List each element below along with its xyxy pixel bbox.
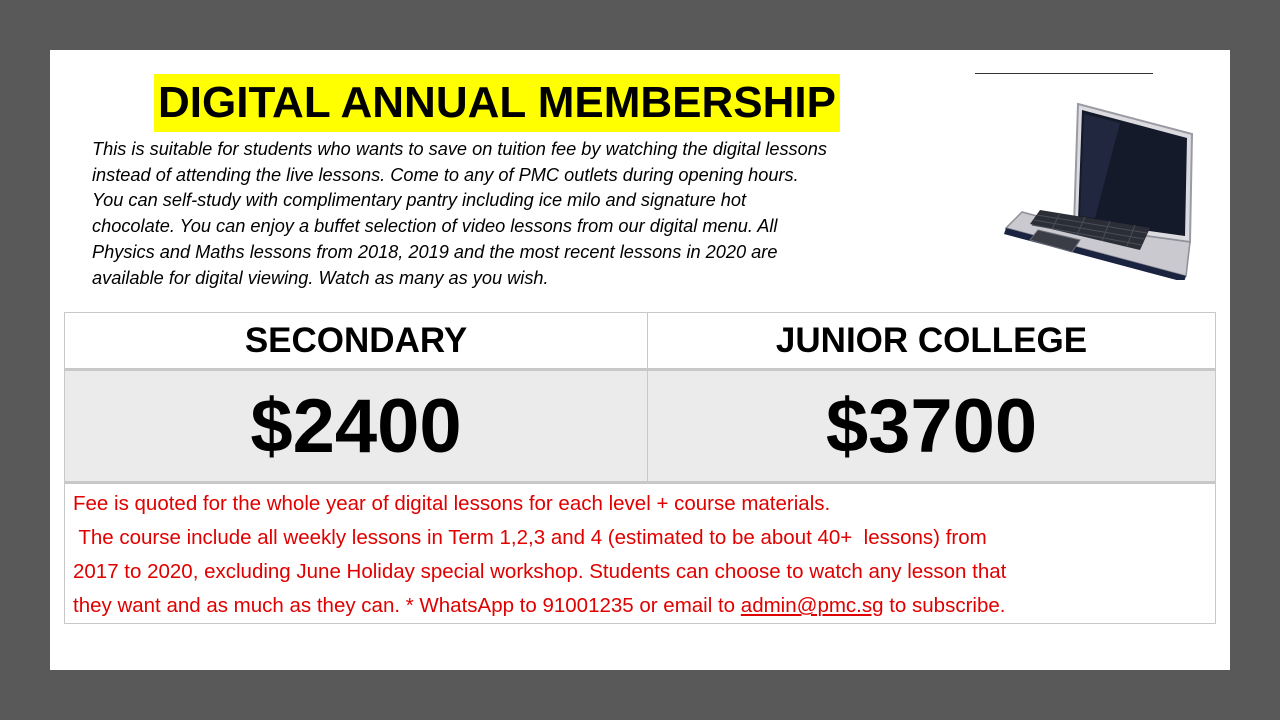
description-line: chocolate. You can enjoy a buffet selection of video lessons from our digital menu. All	[92, 216, 778, 237]
note-line: The course include all weekly lessons in Term 1,2,3 and 4 (estimated to be about 40+ lessons) from	[73, 526, 987, 549]
header-junior-college: JUNIOR COLLEGE	[648, 313, 1216, 370]
note-line-suffix: to subscribe.	[883, 594, 1006, 617]
page-title: DIGITAL ANNUAL MEMBERSHIP	[154, 74, 840, 132]
fee-table	[64, 312, 1216, 624]
note-line-prefix: they want and as much as they can. * WhatsApp to 91001235 or email to	[73, 594, 741, 617]
description-line: instead of attending the live lessons. Come to any of PMC outlets during opening hours.	[92, 164, 799, 185]
slide	[50, 50, 1230, 670]
price-junior-college: $3700	[648, 370, 1216, 483]
description-line: This is suitable for students who wants to save on tuition fee by watching the digital lessons	[92, 139, 827, 159]
fee-note-row	[65, 483, 1216, 624]
fee-price-row	[65, 370, 1216, 483]
price-secondary: $2400	[65, 370, 648, 483]
header-secondary: SECONDARY	[65, 313, 648, 370]
fee-note	[65, 483, 1216, 624]
description	[92, 137, 972, 291]
decorative-line	[975, 73, 1153, 74]
laptop-icon	[1000, 100, 1200, 280]
email-link[interactable]: admin@pmc.sg	[740, 594, 884, 617]
note-line	[73, 589, 1215, 623]
fee-header-row	[65, 313, 1216, 370]
description-line: You can self-study with complimentary pantry including ice milo and signature hot	[92, 190, 747, 211]
description-line: available for digital viewing. Watch as many as you wish.	[92, 267, 549, 288]
description-line: Physics and Maths lessons from 2018, 2019 and the most recent lessons in 2020 are	[92, 241, 778, 262]
note-line: Fee is quoted for the whole year of digital lessons for each level + course materials.	[73, 492, 831, 515]
note-line: 2017 to 2020, excluding June Holiday special workshop. Students can choose to watch any lesson that	[73, 560, 1007, 583]
